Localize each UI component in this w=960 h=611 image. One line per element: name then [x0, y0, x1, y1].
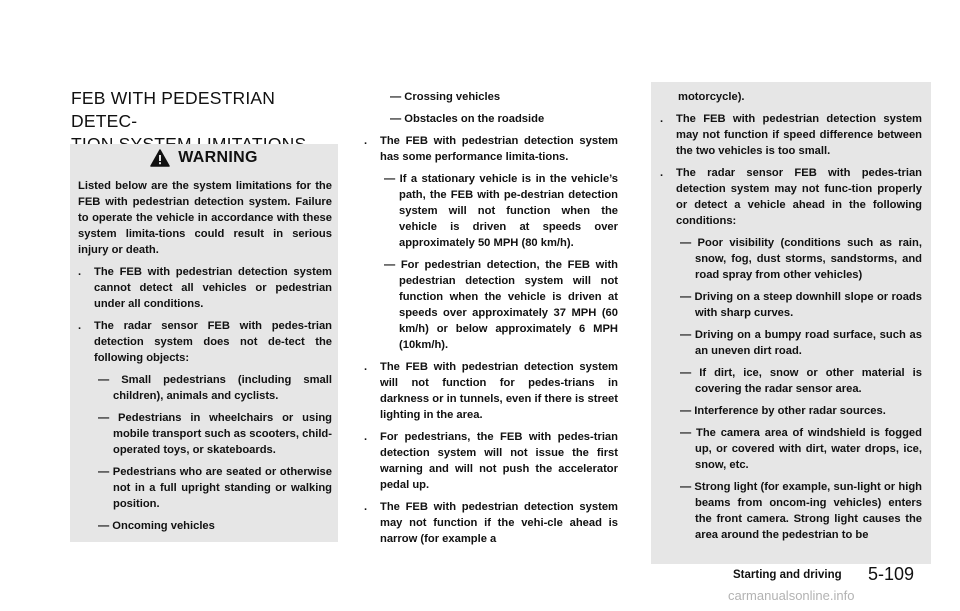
sub-item: — Interference by other radar sources.	[680, 405, 886, 417]
sub-item: — For pedestrian detection, the FEB with pedestrian detection system will not function when the vehicle is driven at speeds over approximately 37 MPH (60 km/h) or below approximately 6 MPH (10km/h).	[384, 259, 618, 351]
list-item	[364, 359, 618, 423]
bullet-text: For pedestrians, the FEB with pedes-trian detection system will not issue the first warning and will not push the accelerator pedal up.	[380, 431, 618, 491]
sub-item: — Pedestrians who are seated or otherwise not in a full upright standing or walking position.	[98, 466, 332, 510]
watermark: carmanualsonline.info	[728, 588, 855, 603]
bullet-mark: .	[364, 361, 368, 373]
warning-triangle-icon	[150, 149, 170, 167]
column-1	[78, 178, 332, 540]
warning-intro: Listed below are the system limitations for the FEB with pedestrian detection system. Failure to operate the vehicle in accordance with these system limita-tions could result in serious injury or death.	[78, 180, 332, 256]
bullet-mark: .	[364, 135, 368, 147]
footer-section-label: Starting and driving	[733, 569, 842, 581]
sub-item: — Strong light (for example, sun-light or high beams from oncom-ing vehicles) enters the front camera. Strong light causes the area around the pedestrian to be	[680, 481, 922, 541]
bullet-mark: .	[364, 431, 368, 443]
bullet-mark: .	[660, 167, 664, 179]
sub-item: — Driving on a bumpy road surface, such as an uneven dirt road.	[680, 329, 922, 357]
bullet-mark: .	[78, 320, 82, 332]
sub-item: — If a stationary vehicle is in the vehicle’s path, the FEB with pe-destrian detection system will not function when the vehicle is driven at speeds over approximately 50 MPH (80 km/h).	[384, 173, 618, 249]
bullet-text: The FEB with pedestrian detection system may not function if speed difference between the two vehicles is too small.	[676, 113, 922, 157]
warning-header	[70, 146, 338, 170]
column-3	[660, 89, 922, 549]
bullet-text: The FEB with pedestrian detection system has some performance limita-tions.	[380, 135, 618, 163]
bullet-text: The FEB with pedestrian detection system cannot detect all vehicles or pedestrian under all conditions.	[94, 266, 332, 310]
bullet-text: The radar sensor FEB with pedes-trian detection system may not func-tion properly or detect a vehicle ahead in the following conditions:	[676, 167, 922, 227]
list-item	[78, 318, 332, 366]
sub-item: — Driving on a steep downhill slope or roads with sharp curves.	[680, 291, 922, 319]
list-item	[660, 165, 922, 229]
bullet-mark: .	[78, 266, 82, 278]
list-item	[660, 111, 922, 159]
sub-item: — Obstacles on the roadside	[390, 113, 545, 125]
bullet-mark: .	[364, 501, 368, 513]
list-item	[364, 133, 618, 165]
list-item	[364, 429, 618, 493]
sub-item: — Pedestrians in wheelchairs or using mobile transport such as scooters, child-operated toys, or skateboards.	[98, 412, 332, 456]
list-item	[364, 499, 618, 547]
sub-item: — Oncoming vehicles	[98, 520, 215, 532]
warning-title: WARNING	[178, 149, 258, 166]
sub-item: — Poor visibility (conditions such as rain, snow, fog, dust storms, sandstorms, and road spray from other vehicles)	[680, 237, 922, 281]
sub-item: — If dirt, ice, snow or other material is covering the radar sensor area.	[680, 367, 922, 395]
bullet-text: The FEB with pedestrian detection system will not function for pedes-trians in darkness or in tunnels, even if there is street lighting in the area.	[380, 361, 618, 421]
sub-item: — Small pedestrians (including small children), animals and cyclists.	[98, 374, 332, 402]
bullet-mark: .	[660, 113, 664, 125]
bullet-text: The radar sensor FEB with pedes-trian detection system does not de-tect the following objects:	[94, 320, 332, 364]
section-heading: FEB WITH PEDESTRIAN DETEC-	[71, 88, 276, 131]
column-2	[364, 89, 618, 553]
sub-item: — Crossing vehicles	[390, 91, 501, 103]
list-item	[78, 264, 332, 312]
continued-text: motorcycle).	[678, 91, 745, 103]
page-number: 5-109	[868, 564, 915, 584]
sub-item: — The camera area of windshield is fogged up, or covered with dirt, water drops, ice, snow, etc.	[680, 427, 922, 471]
bullet-text: The FEB with pedestrian detection system may not function if the vehi-cle ahead is narrow (for example a	[380, 501, 618, 545]
